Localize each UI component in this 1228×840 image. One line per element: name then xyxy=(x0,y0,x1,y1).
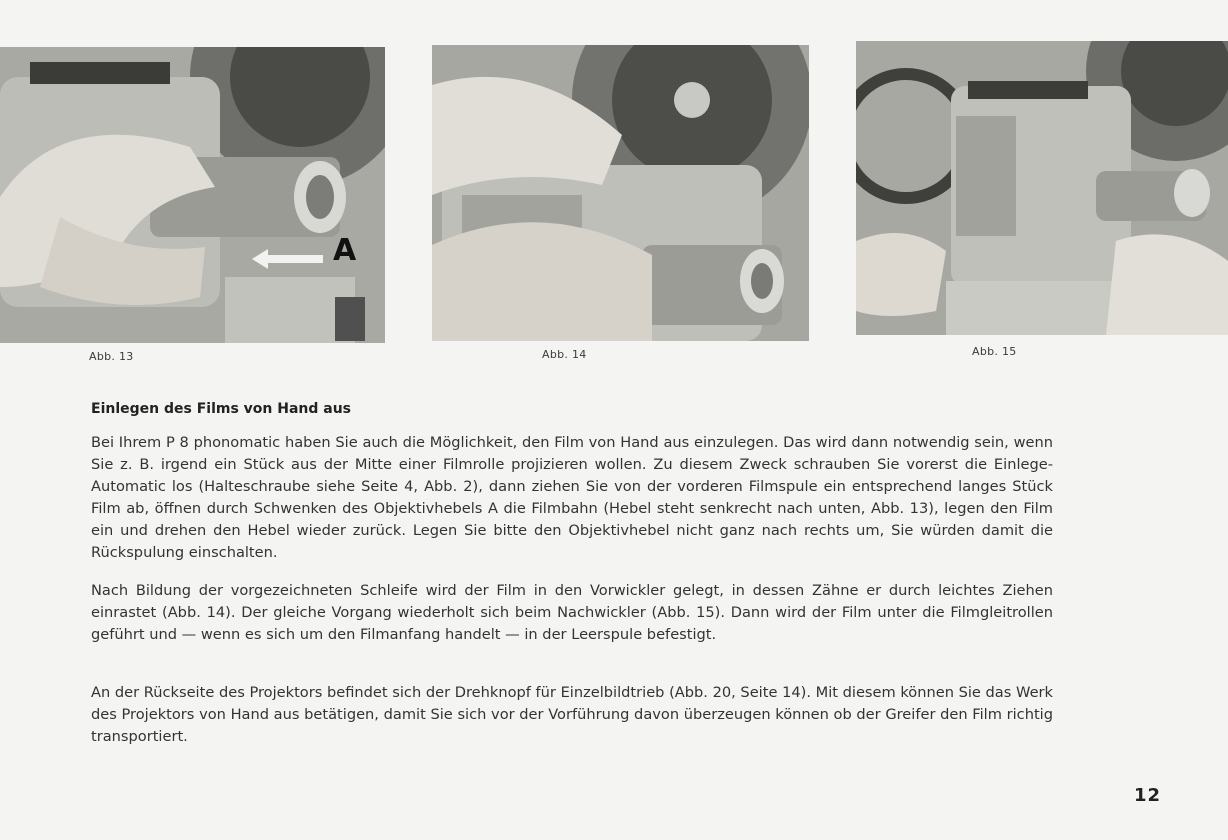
caption-abb-13: Abb. 13 xyxy=(89,350,134,363)
callout-label-a: A xyxy=(333,233,357,268)
photo-abb-14 xyxy=(432,45,809,341)
section-heading: Einlegen des Films von Hand aus xyxy=(91,401,352,417)
page-number: 12 xyxy=(1134,785,1162,806)
paragraph-3: An der Rückseite des Projektors befindet sich der Drehknopf für Einzelbildtrieb (Abb. 20, Seite 14). Mit diesem können Sie das Werk des Projektors von Hand aus betätigen, damit Sie sich vor der Vorführung davon überzeugen können ob der Greifer den Film richtig transportiert. xyxy=(91,684,1053,745)
photo-abb-13 xyxy=(0,47,385,343)
photo-abb-15 xyxy=(856,41,1228,335)
caption-abb-14: Abb. 14 xyxy=(542,348,587,361)
caption-abb-15: Abb. 15 xyxy=(972,345,1017,358)
paragraph-2: Nach Bildung der vorgezeichneten Schleife wird der Film in den Vorwickler gelegt, in dessen Zähne er durch leichtes Ziehen einrastet (Abb. 14). Der gleiche Vorgang wiederholt sich beim Nachwickler (Abb. 15). Dann wird der Film unter die Filmgleitrollen geführt und — wenn es sich um den Filmanfang handelt — in der Leerspule befestigt. xyxy=(91,582,1053,643)
paragraph-1: Bei Ihrem P 8 phonomatic haben Sie auch die Möglichkeit, den Film von Hand aus einzulegen. Das wird dann notwendig sein, wenn Sie z. B. irgend ein Stück aus der Mitte einer Filmrolle projizieren wollen. Zu diesem Zweck schrauben Sie vorerst die Einlege-Automatic los (Halteschraube siehe Seite 4, Abb. 2), dann ziehen Sie von der vorderen Filmspule ein entsprechend langes Stück Film ab, öffnen durch Schwenken des Objektivhebels A die Filmbahn (Hebel steht senkrecht nach unten, Abb. 13), legen den Film ein und drehen den Hebel wieder zurück. Legen Sie bitte den Objektivhebel nicht ganz nach rechts um, Sie würden damit die Rückspulung einschalten. xyxy=(91,434,1053,561)
